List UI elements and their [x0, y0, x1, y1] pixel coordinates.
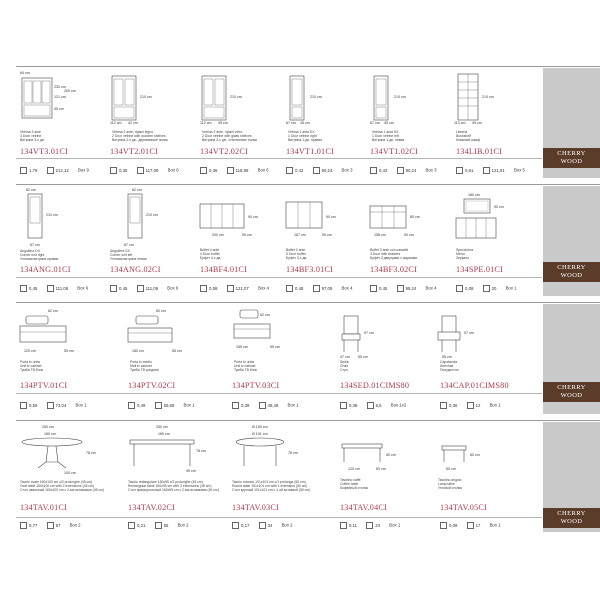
product-description: Buffet 3 ante 3 Door buffet Буфет 3-х дв. [286, 248, 308, 261]
product-description: Angoliera DX Corner unit right Угловая витрина правая [20, 249, 59, 262]
product-meta: 0,08 20 Box 1 [456, 285, 517, 292]
product-134tav-03ci[interactable] [230, 424, 320, 493]
svg-text:113 cm: 113 cm [454, 121, 466, 125]
svg-text:55 cm: 55 cm [172, 349, 182, 353]
product-meta: 0,11 23 Box 1 [340, 522, 400, 529]
weight-icon [397, 285, 404, 292]
svg-text:97 cm: 97 cm [364, 331, 374, 335]
volume-icon [200, 167, 207, 174]
svg-text:78 cm: 78 cm [196, 449, 206, 453]
svg-text:50 cm: 50 cm [446, 467, 456, 471]
product-meta: 0,17 34 Box 2 [232, 522, 293, 529]
bookshelf-drawing [452, 70, 512, 126]
product-code: 134PTV.02CI [128, 381, 176, 390]
product-description: Tavolo rettangolare 160x95 c/2 prolunghe (45 cm) Rectangular table 160x95 cm with 2 extensions (45 cm) Стол прямоугольный 160x95 cm с 2-мя вставками (45 cm) [128, 480, 220, 493]
section-top-rule [16, 420, 600, 421]
product-description: Tavolino angolo Lamp table Угловой столик [438, 478, 462, 491]
product-code: 134VT1.02CI [370, 147, 418, 156]
weight-icon [397, 167, 404, 174]
svg-text:45 cm: 45 cm [54, 107, 64, 111]
product-code: 134SPE.01CI [456, 265, 504, 274]
weight-icon [227, 285, 234, 292]
weight-icon [259, 522, 266, 529]
svg-text:45 cm: 45 cm [300, 121, 310, 125]
volume-icon [456, 167, 463, 174]
tv-midi-drawing [126, 308, 196, 356]
product-description: Tavolo ovale 160x100 cm c/2 prolunghe (45 cm) Oval table 160x100 cm with 2 extensions (45 cm) Стол овальный 160x100 cm с 2-мя вставками (45 cm) [20, 480, 105, 493]
code-rule [16, 158, 542, 159]
section-side-label: CHERRY WOOD [543, 262, 600, 282]
product-code: 134VT2.01CI [110, 147, 158, 156]
volume-icon [370, 167, 377, 174]
svg-text:Ø 150 cm: Ø 150 cm [252, 425, 268, 429]
svg-text:50 cm: 50 cm [322, 233, 332, 237]
svg-text:78 cm: 78 cm [86, 451, 96, 455]
chair-drawing [338, 314, 388, 360]
weight-icon [366, 522, 373, 529]
svg-text:112 cm: 112 cm [110, 121, 122, 125]
svg-text:160 cm: 160 cm [158, 432, 170, 436]
product-code: 134PTV.01CI [20, 381, 68, 390]
svg-text:167 cm: 167 cm [294, 233, 306, 237]
svg-text:64 cm: 64 cm [20, 71, 30, 75]
section-side-label: CHERRY WOOD [543, 382, 600, 402]
product-code: 134VT3.01CI [20, 147, 68, 156]
svg-text:55 cm: 55 cm [358, 355, 368, 359]
svg-text:250 cm: 250 cm [42, 425, 54, 429]
product-code: 134ANG.02CI [110, 265, 161, 274]
volume-icon [110, 167, 117, 174]
svg-text:47 cm: 47 cm [340, 355, 350, 359]
section-buffets [16, 184, 600, 296]
weight-icon [47, 167, 54, 174]
rectangular-table-drawing [126, 424, 226, 478]
product-description: Vetrina 2 ante, ripiani vetro 2 Door vetrine with glass shelves Витрина 2-х дв., стеклянные полки [202, 130, 257, 143]
svg-text:42 cm: 42 cm [128, 121, 138, 125]
svg-text:87 cm: 87 cm [124, 243, 134, 247]
product-134tav-04ci[interactable] [338, 438, 418, 491]
product-code: 134SED.01CIMS80 [340, 381, 410, 390]
product-134ptv-02ci[interactable] [126, 308, 196, 373]
svg-text:87 cm: 87 cm [30, 243, 40, 247]
product-134tav-02ci[interactable] [126, 424, 226, 493]
product-meta: 0,45 99,24 Box 4 [370, 285, 437, 292]
svg-text:85 cm: 85 cm [410, 215, 420, 219]
vetrine-1-door-right-drawing [284, 70, 344, 126]
product-description: Tavolo rotondo 101x101 cm c/1 prolunga (50 cm) Round table 101x101 cm with 1 extension (50 cm) Стол круглый 101x101 cm с 1-ой вставкой (50 cm) [232, 480, 311, 493]
vetrine-3-door-drawing [18, 70, 78, 126]
product-description: Sedia Chair Стул [340, 360, 349, 373]
product-description: Libreria Bookshelf Книжный шкаф [456, 130, 481, 143]
product-meta: 0,61 121,81 Box 5 [456, 167, 525, 174]
volume-icon [20, 522, 27, 529]
volume-icon [128, 522, 135, 529]
product-description: Porta tv unita Unit tv cabinet Тумба ТВ блок [234, 360, 257, 373]
volume-icon [440, 522, 447, 529]
mirror-drawing [452, 192, 522, 244]
volume-icon [340, 522, 347, 529]
product-code: 134ANG.01CI [20, 265, 71, 274]
product-code: 134TAV.05CI [440, 503, 487, 512]
weight-icon [137, 285, 144, 292]
corner-unit-right-drawing [18, 186, 78, 248]
buffet-3-door-drawers-drawing [368, 198, 438, 244]
product-meta: 0,42 90,24 Box 3 [370, 167, 437, 174]
weight-icon [483, 285, 490, 292]
svg-text:95 cm: 95 cm [186, 469, 196, 473]
weight-icon [259, 402, 266, 409]
section-vetrine [16, 66, 600, 178]
svg-text:55 cm: 55 cm [270, 345, 280, 349]
product-description: Porta tv unita Unit tv cabinet Тумба ТВ блок [20, 360, 43, 373]
weight-icon [483, 167, 490, 174]
weight-icon [227, 167, 234, 174]
product-134cap-01cims80[interactable] [436, 314, 486, 373]
svg-text:50 cm: 50 cm [386, 453, 396, 457]
product-134tav-01ci[interactable] [18, 424, 118, 493]
product-meta: 0,45 111,08 Box 6 [20, 285, 88, 292]
product-description: Angoliera SX Corner unit left Угловая витрина левая [110, 249, 147, 262]
svg-text:210 cm: 210 cm [482, 95, 494, 99]
svg-text:90 cm: 90 cm [248, 215, 258, 219]
product-meta: 0,42 90,24 Box 3 [286, 167, 353, 174]
svg-text:55 cm: 55 cm [442, 355, 452, 359]
svg-text:Ø 101 cm: Ø 101 cm [252, 432, 268, 436]
product-meta: 1,79 212,12 Box 9 [20, 167, 89, 174]
product-134sed-01cims80[interactable] [338, 314, 388, 373]
product-meta: 0,58 121,07 Box 4 [200, 285, 269, 292]
product-134tav-05ci[interactable] [436, 438, 516, 491]
svg-text:67 cm: 67 cm [370, 121, 380, 125]
volume-icon [20, 285, 27, 292]
weight-icon [467, 402, 474, 409]
product-code: 134BF4.01CI [200, 265, 248, 274]
product-meta: 0,49 59,68 Box 1 [128, 402, 195, 409]
svg-text:45 cm: 45 cm [384, 121, 394, 125]
svg-text:210 cm: 210 cm [140, 95, 152, 99]
product-description: Buffet 3 ante con cassetti 3 Door with drawers Буфет 3 дверцами с ящиками [370, 248, 418, 261]
svg-text:200 cm: 200 cm [64, 89, 76, 93]
product-meta: 0,38 6,5 Box 1x2 [340, 402, 406, 409]
weight-icon [367, 402, 374, 409]
product-meta: 0,36 12 Box 1 [440, 402, 501, 409]
product-134vt1-02ci[interactable] [368, 70, 428, 143]
volume-icon [456, 285, 463, 292]
volume-icon [20, 402, 27, 409]
product-134vt2-01ci[interactable] [108, 70, 168, 143]
svg-text:50 cm: 50 cm [404, 233, 414, 237]
weight-icon [313, 167, 320, 174]
product-description: Tavolino caffè Coffee table Кофейный столик [340, 478, 368, 491]
volume-icon [340, 402, 347, 409]
product-meta: 0,36 118,89 Box 6 [200, 167, 269, 174]
svg-text:50 cm: 50 cm [242, 233, 252, 237]
volume-icon [232, 522, 239, 529]
weight-icon [47, 402, 54, 409]
product-134vt1-01ci[interactable] [284, 70, 344, 143]
product-meta: 0,21 55 Box 2 [128, 522, 189, 529]
svg-text:210 cm: 210 cm [394, 95, 406, 99]
product-description: Vetrina 2 ante, ripiani legno 2 Door vetrine with wooden shelves Витрина 2-х дв., деревянные полки [112, 130, 168, 143]
product-code: 134TAV.04CI [340, 503, 387, 512]
round-table-drawing [230, 424, 320, 478]
svg-text:55 cm: 55 cm [64, 349, 74, 353]
svg-text:60 cm: 60 cm [156, 309, 166, 313]
product-code: 134LIB.01CI [456, 147, 503, 156]
oval-table-drawing [18, 424, 118, 478]
product-description: Vetrina 1 anta SX 1 Door vetrine left Витрина 1-дв. левая [372, 130, 405, 143]
product-meta: 0,39 48,48 Box 1 [232, 402, 299, 409]
buffet-3-door-drawing [284, 198, 354, 244]
product-134ang-02ci[interactable] [108, 186, 168, 262]
weight-icon [467, 522, 474, 529]
code-rule [16, 517, 542, 518]
vetrine-2-door-drawing [108, 70, 168, 126]
product-description: Buffet 4 ante 4 Door buffet Буфет 4-х дв. [200, 248, 222, 261]
product-description: Specchiera Mirror Зеркало [456, 248, 473, 261]
product-134bf4-01ci[interactable] [198, 198, 268, 261]
section-tables [16, 420, 600, 532]
svg-text:90 cm: 90 cm [326, 215, 336, 219]
volume-icon [286, 167, 293, 174]
svg-text:62 cm: 62 cm [132, 188, 142, 192]
section-top-rule [16, 184, 600, 185]
product-134vt3-01ci[interactable] [18, 70, 78, 143]
product-134ang-01ci[interactable] [18, 186, 78, 262]
svg-text:200 cm: 200 cm [212, 233, 224, 237]
volume-icon [128, 402, 135, 409]
svg-text:180 cm: 180 cm [132, 349, 144, 353]
weight-icon [137, 167, 144, 174]
svg-text:97 cm: 97 cm [464, 331, 474, 335]
product-meta: 0,77 97 Box 2 [20, 522, 81, 529]
product-description: Vetrina 3 ante 3 Door vetrine Витрина 3-х дв. [20, 130, 45, 143]
volume-icon [20, 167, 27, 174]
tv-unit-small-drawing [230, 308, 300, 356]
svg-text:67 cm: 67 cm [286, 121, 296, 125]
product-code: 134TAV.03CI [232, 503, 279, 512]
svg-text:160 cm: 160 cm [44, 432, 56, 436]
product-description: Capotavola Armchair Полукресло [440, 360, 459, 373]
svg-text:62 cm: 62 cm [260, 313, 270, 317]
corner-unit-left-drawing [108, 186, 168, 248]
product-134lib-01ci[interactable] [452, 70, 512, 143]
product-meta: 0,48 97,09 Box 4 [286, 285, 353, 292]
volume-icon [440, 402, 447, 409]
svg-text:230 cm: 230 cm [54, 85, 66, 89]
svg-text:180 cm: 180 cm [468, 193, 480, 197]
lamp-table-drawing [436, 438, 516, 478]
svg-text:60 cm: 60 cm [470, 453, 480, 457]
svg-text:90 cm: 90 cm [494, 205, 504, 209]
svg-text:158 cm: 158 cm [374, 233, 386, 237]
product-meta: 0,59 73,04 Box 1 [20, 402, 87, 409]
product-134spe-01ci[interactable] [452, 192, 522, 261]
section-top-rule [16, 302, 600, 303]
product-code: 134TAV.02CI [128, 503, 175, 512]
volume-icon [286, 285, 293, 292]
buffet-4-door-drawing [198, 198, 268, 244]
section-side-label: CHERRY WOOD [543, 508, 600, 528]
product-code: 134CAP.01CIMS80 [440, 381, 509, 390]
product-code: 134VT2.02CI [200, 147, 248, 156]
svg-text:62 cm: 62 cm [26, 188, 36, 192]
section-side-label: CHERRY WOOD [543, 148, 600, 168]
product-description: Vetrina 1 anta DX 1 Door vetrine right Витрина 1-дв. правая [288, 130, 322, 143]
svg-text:100 cm: 100 cm [64, 471, 76, 475]
svg-text:210 cm: 210 cm [230, 95, 242, 99]
code-rule [16, 277, 542, 278]
coffee-table-drawing [338, 438, 418, 478]
product-code: 134TAV.01CI [20, 503, 67, 512]
svg-text:210 cm: 210 cm [46, 213, 58, 217]
product-description: Porta tv medio Midi tv cabinet Тумба ТВ средняя [130, 360, 159, 373]
svg-text:210 cm: 210 cm [310, 95, 322, 99]
product-code: 134BF3.02CI [370, 265, 418, 274]
tv-unit-drawing [18, 308, 88, 356]
volume-icon [232, 402, 239, 409]
svg-text:45 cm: 45 cm [218, 121, 228, 125]
svg-text:45 cm: 45 cm [472, 121, 482, 125]
product-134ptv-01ci[interactable] [18, 308, 88, 373]
weight-icon [155, 522, 162, 529]
product-134bf3-01ci[interactable] [284, 198, 354, 261]
product-meta: 0,45 111,08 Box 6 [110, 285, 178, 292]
weight-icon [155, 402, 162, 409]
product-134ptv-03ci[interactable] [230, 308, 300, 373]
section-tv-seating [16, 302, 600, 414]
vetrine-1-door-left-drawing [368, 70, 428, 126]
weight-icon [47, 522, 54, 529]
svg-text:120 cm: 120 cm [348, 467, 360, 471]
volume-icon [200, 285, 207, 292]
product-meta: 0,08 17 Box 1 [440, 522, 501, 529]
svg-text:62 cm: 62 cm [48, 309, 58, 313]
svg-text:120 cm: 120 cm [24, 349, 36, 353]
volume-icon [110, 285, 117, 292]
armchair-drawing [436, 314, 486, 360]
product-code: 134VT1.01CI [286, 147, 334, 156]
product-code: 134BF3.01CI [286, 265, 334, 274]
product-meta: 0,35 117,09 Box 6 [110, 167, 179, 174]
svg-text:210 cm: 210 cm [146, 213, 158, 217]
svg-text:250 cm: 250 cm [156, 425, 168, 429]
svg-text:78 cm: 78 cm [288, 451, 298, 455]
vetrine-2-door-glass-drawing [198, 70, 258, 126]
weight-icon [313, 285, 320, 292]
svg-text:60 cm: 60 cm [376, 467, 386, 471]
weight-icon [47, 285, 54, 292]
volume-icon [370, 285, 377, 292]
svg-text:155 cm: 155 cm [236, 345, 248, 349]
code-rule [16, 393, 542, 394]
product-code: 134PTV.03CI [232, 381, 280, 390]
section-top-rule [16, 66, 600, 67]
svg-text:112 cm: 112 cm [200, 121, 212, 125]
product-134vt2-02ci[interactable] [198, 70, 258, 143]
product-134bf3-02ci[interactable] [368, 198, 438, 261]
svg-text:121 cm: 121 cm [54, 95, 66, 99]
